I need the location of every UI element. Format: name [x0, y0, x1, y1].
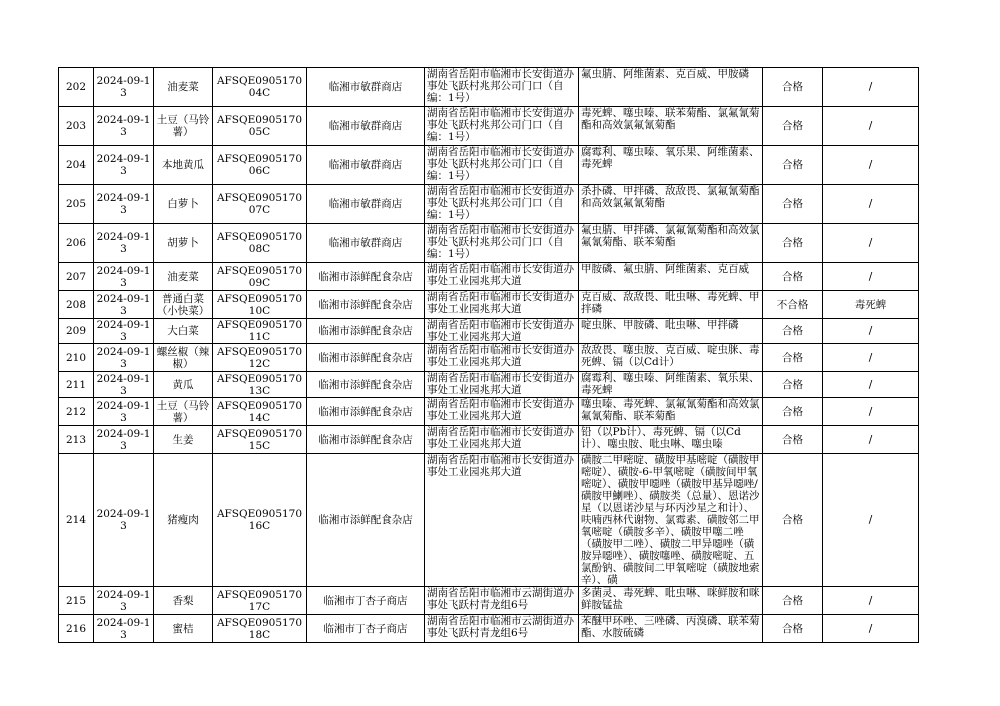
row-number-cell: 214 — [59, 454, 94, 587]
failed-item-cell: 毒死蜱 — [823, 291, 919, 319]
table-row — [59, 615, 919, 643]
shop-name-cell: 临湘市丁杏子商店 — [307, 615, 425, 643]
shop-name-cell: 临湘市添鲜配食杂店 — [307, 319, 425, 344]
sample-code-cell: AFSQE090517015C — [213, 426, 307, 454]
result-cell: 合格 — [763, 319, 823, 344]
row-number-cell: 213 — [59, 426, 94, 454]
product-name-cell: 油麦菜 — [154, 68, 213, 107]
shop-address-cell: 湖南省岳阳市临湘市长安街道办事处工业园兆邦大道 — [425, 344, 579, 372]
table-row — [59, 185, 919, 224]
row-number-cell: 208 — [59, 291, 94, 319]
sample-date-cell: 2024-09-13 — [94, 263, 154, 291]
test-items-cell: 氟虫腈、甲拌磷、氯氟氰菊酯和高效氯氟氰菊酯、联苯菊酯 — [579, 224, 763, 263]
product-name-cell: 普通白菜（小快菜） — [154, 291, 213, 319]
row-number-cell: 212 — [59, 398, 94, 426]
test-items-cell: 敌敌畏、噻虫胺、克百威、啶虫脒、毒死蜱、镉（以Cd计） — [579, 344, 763, 372]
sample-code-cell: AFSQE090517018C — [213, 615, 307, 643]
shop-address-cell: 湖南省岳阳市临湘市长安街道办事处工业园兆邦大道 — [425, 454, 579, 587]
shop-name-cell: 临湘市添鲜配食杂店 — [307, 398, 425, 426]
table-row — [59, 146, 919, 185]
failed-item-cell: / — [823, 319, 919, 344]
failed-item-cell: / — [823, 344, 919, 372]
table-row — [59, 291, 919, 319]
shop-name-cell: 临湘市添鲜配食杂店 — [307, 291, 425, 319]
product-name-cell: 生姜 — [154, 426, 213, 454]
shop-name-cell: 临湘市添鲜配食杂店 — [307, 426, 425, 454]
sample-code-cell: AFSQE090517012C — [213, 344, 307, 372]
failed-item-cell: / — [823, 398, 919, 426]
table-row — [59, 454, 919, 587]
result-cell: 合格 — [763, 615, 823, 643]
product-name-cell: 土豆（马铃薯） — [154, 398, 213, 426]
product-name-cell: 白萝卜 — [154, 185, 213, 224]
product-name-cell: 猪瘦肉 — [154, 454, 213, 587]
shop-address-cell: 湖南省岳阳市临湘市长安街道办事处工业园兆邦大道 — [425, 319, 579, 344]
shop-address-cell: 湖南省岳阳市临湘市长安街道办事处工业园兆邦大道 — [425, 426, 579, 454]
test-items-cell: 磺胺二甲嘧啶、磺胺甲基嘧啶（磺胺甲嘧啶）、磺胺-6-甲氧嘧啶（磺胺间甲氧嘧啶）、磺胺甲噁唑（磺胺甲基异噁唑/磺胺甲鯻唑）、磺胺类（总量）、恩诺沙星（以恩诺沙星与环丙沙星之和计）、呋喃西林代谢物、氯霉素、磺胺邻二甲氧嘧啶（磺胺多辛）、磺胺甲噻二唑（磺胺甲二唑）、磺胺二甲异噁唑（磺胺异噁唑）、磺胺噻唑、磺胺嘧啶、五氯酚钠、磺胺间二甲氧嘧啶（磺胺地索辛）、磺 — [579, 454, 763, 587]
product-name-cell: 螺丝椒（辣椒） — [154, 344, 213, 372]
failed-item-cell: / — [823, 615, 919, 643]
sample-date-cell: 2024-09-13 — [94, 398, 154, 426]
table-row — [59, 426, 919, 454]
table-row — [59, 319, 919, 344]
shop-address-cell: 湖南省岳阳市临湘市云湖街道办事处飞跃村青龙组6号 — [425, 615, 579, 643]
sample-date-cell: 2024-09-13 — [94, 615, 154, 643]
product-name-cell: 油麦菜 — [154, 263, 213, 291]
shop-name-cell: 临湘市敏群商店 — [307, 107, 425, 146]
result-cell: 合格 — [763, 372, 823, 398]
shop-address-cell: 湖南省岳阳市临湘市长安街道办事处工业园兆邦大道 — [425, 291, 579, 319]
shop-address-cell: 湖南省岳阳市临湘市长安街道办事处工业园兆邦大道 — [425, 398, 579, 426]
shop-address-cell: 湖南省岳阳市临湘市长安街道办事处飞跃村兆邦公司门口（自编：1号） — [425, 146, 579, 185]
test-items-cell: 腐霉利、噻虫嗪、氧乐果、阿维菌素、毒死蜱 — [579, 146, 763, 185]
result-cell: 合格 — [763, 107, 823, 146]
result-cell: 合格 — [763, 185, 823, 224]
row-number-cell: 210 — [59, 344, 94, 372]
result-cell: 不合格 — [763, 291, 823, 319]
shop-name-cell: 临湘市添鲜配食杂店 — [307, 344, 425, 372]
sample-date-cell: 2024-09-13 — [94, 224, 154, 263]
sample-code-cell: AFSQE090517016C — [213, 454, 307, 587]
product-name-cell: 胡萝卜 — [154, 224, 213, 263]
sample-code-cell: AFSQE090517004C — [213, 68, 307, 107]
test-items-cell: 克百威、敌敌畏、吡虫啉、毒死蜱、甲拌磷 — [579, 291, 763, 319]
test-items-cell: 多菌灵、毒死蜱、吡虫啉、咪鲜胺和咪鲜胺锰盐 — [579, 587, 763, 615]
failed-item-cell: / — [823, 185, 919, 224]
test-items-cell: 杀扑磷、甲拌磷、敌敌畏、氯氟氰菊酯和高效氯氟氰菊酯 — [579, 185, 763, 224]
sample-code-cell: AFSQE090517005C — [213, 107, 307, 146]
test-items-cell: 苯醚甲环唑、三唑磷、丙溴磷、联苯菊酯、水胺硫磷 — [579, 615, 763, 643]
failed-item-cell: / — [823, 224, 919, 263]
test-items-cell: 噻虫嗪、毒死蜱、氯氟氰菊酯和高效氯氟氰菊酯、联苯菊酯 — [579, 398, 763, 426]
table-body — [59, 68, 919, 643]
table-row — [59, 398, 919, 426]
shop-name-cell: 临湘市敏群商店 — [307, 68, 425, 107]
inspection-results-table — [58, 67, 919, 643]
shop-name-cell: 临湘市添鲜配食杂店 — [307, 263, 425, 291]
sample-date-cell: 2024-09-13 — [94, 454, 154, 587]
sample-code-cell: AFSQE090517009C — [213, 263, 307, 291]
failed-item-cell: / — [823, 146, 919, 185]
table-row — [59, 68, 919, 107]
product-name-cell: 蜜桔 — [154, 615, 213, 643]
failed-item-cell: / — [823, 68, 919, 107]
shop-address-cell: 湖南省岳阳市临湘市长安街道办事处飞跃村兆邦公司门口（自编：1号） — [425, 107, 579, 146]
result-cell: 合格 — [763, 68, 823, 107]
result-cell: 合格 — [763, 344, 823, 372]
shop-address-cell: 湖南省岳阳市临湘市云湖街道办事处飞跃村青龙组6号 — [425, 587, 579, 615]
product-name-cell: 土豆（马铃薯） — [154, 107, 213, 146]
table-row — [59, 263, 919, 291]
sample-date-cell: 2024-09-13 — [94, 344, 154, 372]
failed-item-cell: / — [823, 587, 919, 615]
result-cell: 合格 — [763, 454, 823, 587]
test-items-cell: 铅（以Pb计）、毒死蜱、镉（以Cd计）、噻虫胺、吡虫啉、噻虫嗪 — [579, 426, 763, 454]
failed-item-cell: / — [823, 263, 919, 291]
table-row — [59, 372, 919, 398]
sample-code-cell: AFSQE090517013C — [213, 372, 307, 398]
table-row — [59, 587, 919, 615]
result-cell: 合格 — [763, 263, 823, 291]
shop-address-cell: 湖南省岳阳市临湘市长安街道办事处工业园兆邦大道 — [425, 263, 579, 291]
sample-code-cell: AFSQE090517014C — [213, 398, 307, 426]
sample-date-cell: 2024-09-13 — [94, 291, 154, 319]
row-number-cell: 211 — [59, 372, 94, 398]
shop-address-cell: 湖南省岳阳市临湘市长安街道办事处飞跃村兆邦公司门口（自编：1号） — [425, 185, 579, 224]
shop-name-cell: 临湘市添鲜配食杂店 — [307, 372, 425, 398]
sample-date-cell: 2024-09-13 — [94, 372, 154, 398]
failed-item-cell: / — [823, 107, 919, 146]
failed-item-cell: / — [823, 426, 919, 454]
sample-date-cell: 2024-09-13 — [94, 426, 154, 454]
table-row — [59, 107, 919, 146]
row-number-cell: 202 — [59, 68, 94, 107]
shop-name-cell: 临湘市敏群商店 — [307, 185, 425, 224]
result-cell: 合格 — [763, 146, 823, 185]
sample-date-cell: 2024-09-13 — [94, 146, 154, 185]
result-cell: 合格 — [763, 398, 823, 426]
test-items-cell: 毒死蜱、噻虫嗪、联苯菊酯、氯氟氰菊酯和高效氯氟氰菊酯 — [579, 107, 763, 146]
failed-item-cell: / — [823, 372, 919, 398]
sample-code-cell: AFSQE090517010C — [213, 291, 307, 319]
test-items-cell: 啶虫脒、甲胺磷、吡虫啉、甲拌磷 — [579, 319, 763, 344]
row-number-cell: 206 — [59, 224, 94, 263]
shop-address-cell: 湖南省岳阳市临湘市长安街道办事处飞跃村兆邦公司门口（自编：1号） — [425, 224, 579, 263]
result-cell: 合格 — [763, 224, 823, 263]
product-name-cell: 黄瓜 — [154, 372, 213, 398]
sample-code-cell: AFSQE090517006C — [213, 146, 307, 185]
sample-date-cell: 2024-09-13 — [94, 319, 154, 344]
row-number-cell: 216 — [59, 615, 94, 643]
sample-date-cell: 2024-09-13 — [94, 68, 154, 107]
result-cell: 合格 — [763, 426, 823, 454]
shop-name-cell: 临湘市丁杏子商店 — [307, 587, 425, 615]
product-name-cell: 本地黄瓜 — [154, 146, 213, 185]
row-number-cell: 215 — [59, 587, 94, 615]
sample-date-cell: 2024-09-13 — [94, 587, 154, 615]
shop-name-cell: 临湘市敏群商店 — [307, 224, 425, 263]
test-items-cell: 甲胺磷、氟虫腈、阿维菌素、克百威 — [579, 263, 763, 291]
shop-address-cell: 湖南省岳阳市临湘市长安街道办事处飞跃村兆邦公司门口（自编：1号） — [425, 68, 579, 107]
test-items-cell: 氟虫腈、阿维菌素、克百威、甲胺磷 — [579, 68, 763, 107]
shop-name-cell: 临湘市添鲜配食杂店 — [307, 454, 425, 587]
product-name-cell: 大白菜 — [154, 319, 213, 344]
sample-code-cell: AFSQE090517011C — [213, 319, 307, 344]
sample-code-cell: AFSQE090517017C — [213, 587, 307, 615]
row-number-cell: 204 — [59, 146, 94, 185]
row-number-cell: 205 — [59, 185, 94, 224]
shop-name-cell: 临湘市敏群商店 — [307, 146, 425, 185]
sample-date-cell: 2024-09-13 — [94, 107, 154, 146]
failed-item-cell: / — [823, 454, 919, 587]
sample-code-cell: AFSQE090517008C — [213, 224, 307, 263]
sample-date-cell: 2024-09-13 — [94, 185, 154, 224]
table-row — [59, 344, 919, 372]
sample-code-cell: AFSQE090517007C — [213, 185, 307, 224]
test-items-cell: 腐霉利、噻虫嗪、阿维菌素、氧乐果、毒死蜱 — [579, 372, 763, 398]
row-number-cell: 209 — [59, 319, 94, 344]
table-row — [59, 224, 919, 263]
result-cell: 合格 — [763, 587, 823, 615]
row-number-cell: 207 — [59, 263, 94, 291]
shop-address-cell: 湖南省岳阳市临湘市长安街道办事处工业园兆邦大道 — [425, 372, 579, 398]
product-name-cell: 香梨 — [154, 587, 213, 615]
row-number-cell: 203 — [59, 107, 94, 146]
